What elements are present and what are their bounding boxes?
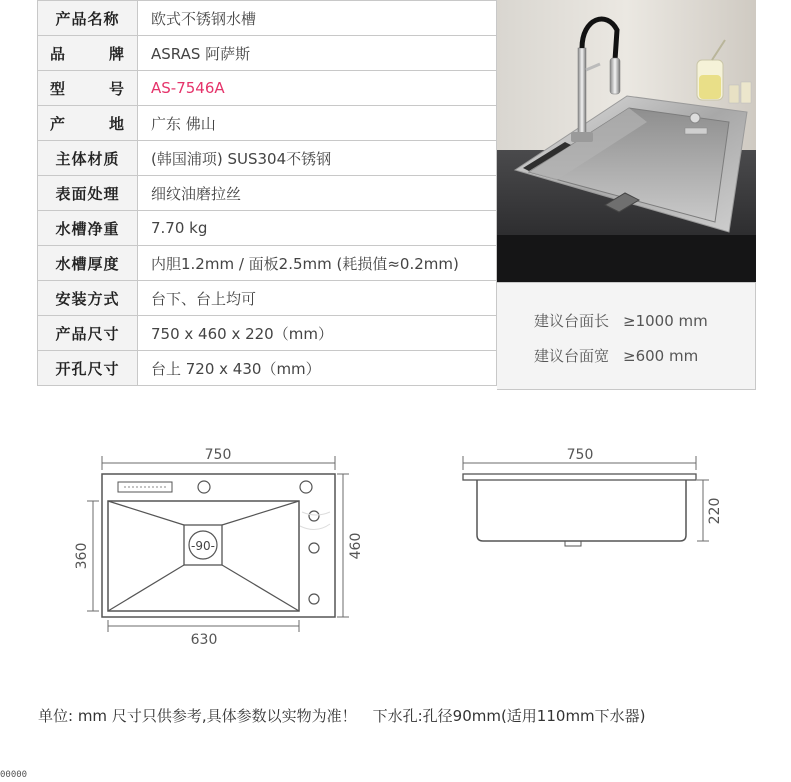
unit-note: 单位: mm 尺寸只供参考,具体参数以实物为准！ — [38, 707, 357, 725]
outer-height-label: 460 — [348, 532, 364, 560]
spec-row-material — [38, 141, 497, 176]
spec-label: 主体材质 — [38, 141, 138, 176]
side-view — [463, 447, 723, 546]
sink-photo-illustration — [497, 0, 756, 282]
spec-row-model — [38, 71, 497, 106]
spec-row-name — [38, 1, 497, 36]
top-view — [74, 447, 364, 648]
footer-notes — [38, 705, 646, 726]
spec-row-brand — [38, 36, 497, 71]
spec-value: 7.70 kg — [138, 211, 497, 246]
spec-label: 品牌 — [38, 36, 138, 71]
spec-value: 细纹油磨拉丝 — [138, 176, 497, 211]
recommend-width-label: 建议台面宽 — [534, 347, 610, 365]
spec-label: 安装方式 — [38, 281, 138, 316]
drain-note: 下水孔:孔径90mm(适用110mm下水器) — [372, 707, 646, 725]
side-height-label: 220 — [707, 497, 723, 525]
corner-text: 00000 — [0, 770, 28, 780]
spec-label: 水槽厚度 — [38, 246, 138, 281]
recommend-width-value: ≥600 mm — [623, 347, 699, 365]
top-width-label: 750 — [204, 447, 232, 463]
countertop-recommendation — [497, 282, 756, 390]
spec-row-weight — [38, 211, 497, 246]
spec-value: ASRAS 阿萨斯 — [138, 36, 497, 71]
spec-row-install — [38, 281, 497, 316]
technical-drawing — [0, 400, 791, 660]
spec-label: 型号 — [38, 71, 138, 106]
spec-value-model: AS-7546A — [138, 71, 497, 106]
spec-label: 产品尺寸 — [38, 316, 138, 351]
spec-row-origin — [38, 106, 497, 141]
spec-row-thickness — [38, 246, 497, 281]
spec-value: 欧式不锈钢水槽 — [138, 1, 497, 36]
spec-value: (韩国浦项) SUS304不锈钢 — [138, 141, 497, 176]
spec-label: 开孔尺寸 — [38, 351, 138, 386]
spec-value: 内胆1.2mm / 面板2.5mm (耗损值≈0.2mm) — [138, 246, 497, 281]
recommend-length-value: ≥1000 mm — [623, 312, 708, 330]
spec-row-cutout — [38, 351, 497, 386]
spec-value: 台上 720 x 430（mm） — [138, 351, 497, 386]
spec-row-surface — [38, 176, 497, 211]
recommend-length — [534, 310, 708, 331]
spec-label: 产品名称 — [38, 1, 138, 36]
recommend-width — [534, 345, 698, 366]
basin-width-label: 630 — [190, 632, 218, 648]
side-width-label: 750 — [566, 447, 594, 463]
basin-height-label: 360 — [74, 542, 90, 570]
recommend-length-label: 建议台面长 — [534, 312, 610, 330]
spec-value: 台下、台上均可 — [138, 281, 497, 316]
spec-label: 水槽净重 — [38, 211, 138, 246]
drain-label: -90- — [191, 539, 215, 553]
product-photo — [497, 0, 756, 282]
spec-label: 表面处理 — [38, 176, 138, 211]
spec-row-size — [38, 316, 497, 351]
spec-table — [37, 0, 497, 386]
spec-value: 广东 佛山 — [138, 106, 497, 141]
spec-label: 产地 — [38, 106, 138, 141]
spec-value: 750 x 460 x 220（mm） — [138, 316, 497, 351]
